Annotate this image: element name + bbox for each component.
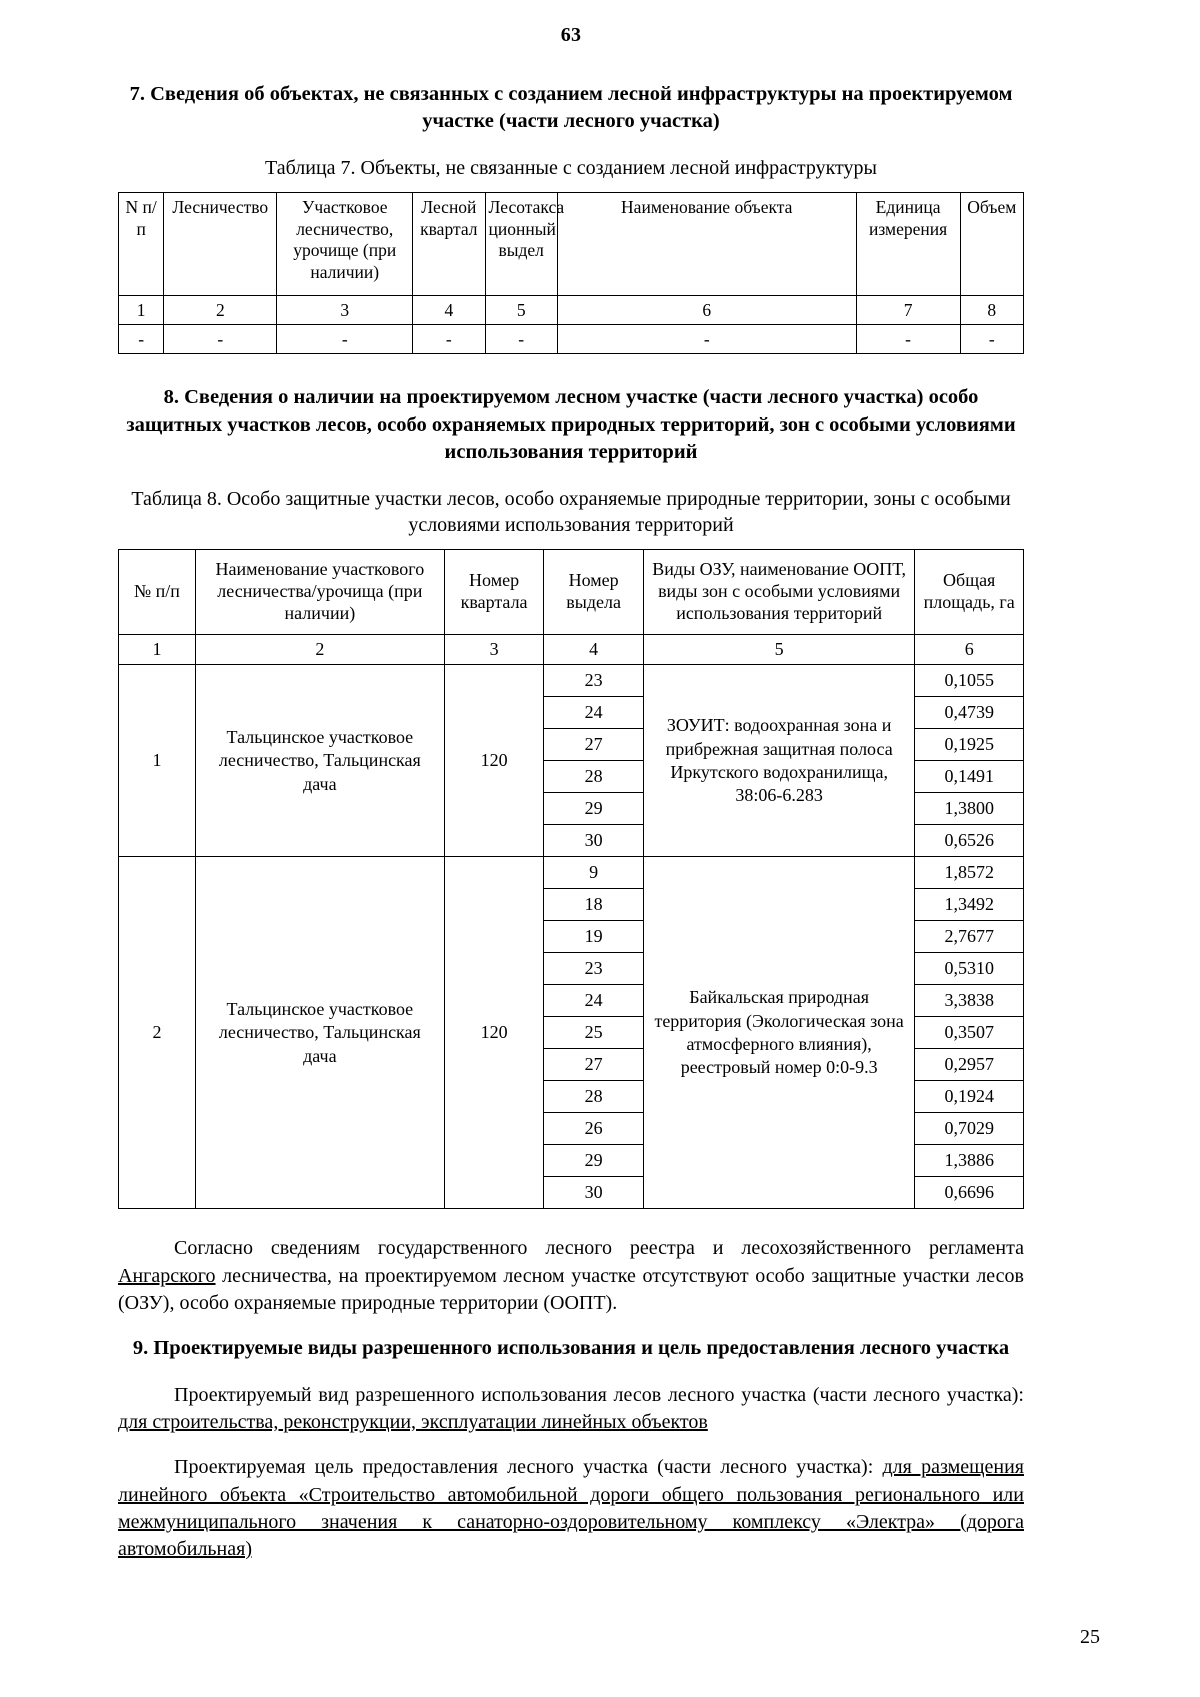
table-7-cell: - — [413, 325, 485, 354]
table-8-column-number-row — [119, 635, 1024, 665]
table-7-header-row — [119, 193, 1024, 296]
table-8-area-value: 1,3800 — [915, 793, 1024, 825]
table-8-caption: Таблица 8. Особо защитные участки лесов, особо охраняемые природные территории, зоны с особыми условиями использования территорий — [131, 487, 1011, 537]
table-8-header-cell: Номер квартала — [444, 550, 544, 635]
table-8-area-value: 2,7677 — [915, 921, 1024, 953]
table-8-header-cell: Номер выдела — [544, 550, 644, 635]
table-8-forestry-name: Тальцинское участковое лесничество, Тальцинская дача — [195, 665, 444, 857]
table-8-colnum: 5 — [643, 635, 915, 665]
table-8-vydel-number: 23 — [544, 665, 644, 697]
table-8-group-index: 1 — [119, 665, 196, 857]
table-8-vydel-number: 24 — [544, 697, 644, 729]
table-8-area-value: 3,3838 — [915, 985, 1024, 1017]
paragraph-underlined-term: Ангарского — [118, 1264, 216, 1287]
table-7 — [118, 192, 1024, 354]
paragraph-prefix: Согласно сведениям государственного лесного реестра и лесохозяйственного регламента — [174, 1237, 1024, 1260]
paragraph-prefix: Проектируемая цель предоставления лесного участка (части лесного участка): — [174, 1456, 883, 1479]
table-7-header-cell: Объем — [960, 193, 1023, 296]
table-8-vydel-number: 26 — [544, 1113, 644, 1145]
page-number-bottom: 25 — [1080, 1626, 1100, 1648]
table-7-header-cell: Лесничество — [164, 193, 277, 296]
table-7-header-cell: Лесотакса ционный выдел — [485, 193, 557, 296]
page-content — [118, 24, 1024, 1581]
table-8-area-value: 0,4739 — [915, 697, 1024, 729]
table-7-cell: - — [277, 325, 413, 354]
table-8-forestry-name: Тальцинское участковое лесничество, Тальцинская дача — [195, 857, 444, 1209]
table-8-vydel-number: 27 — [544, 1049, 644, 1081]
table-7-colnum: 8 — [960, 296, 1023, 325]
table-8-area-value: 1,8572 — [915, 857, 1024, 889]
table-8-header-cell: Виды ОЗУ, наименование ООПТ, виды зон с особыми условиями использования территорий — [643, 550, 915, 635]
table-7-header-cell: Единица измерения — [856, 193, 960, 296]
table-7-colnum: 1 — [119, 296, 164, 325]
paragraph-underlined-value: для размещения линейного объекта «Строительство автомобильной дороги общего пользования регионального или межмуниципального значения к санаторно-оздоровительному комплексу «Электра» (дорога автомобильная) — [118, 1456, 1025, 1560]
table-7-caption: Таблица 7. Объекты, не связанные с созданием лесной инфраструктуры — [265, 157, 877, 180]
table-8-group-index: 2 — [119, 857, 196, 1209]
table-8-kvartal-number: 120 — [444, 857, 544, 1209]
table-7-colnum: 2 — [164, 296, 277, 325]
table-8-vydel-number: 28 — [544, 1081, 644, 1113]
table-8-area-value: 0,1491 — [915, 761, 1024, 793]
table-8-zone-description: ЗОУИТ: водоохранная зона и прибрежная защитная полоса Иркутского водохранилища, 38:06-6.283 — [643, 665, 915, 857]
table-8-vydel-number: 18 — [544, 889, 644, 921]
section-8-paragraph — [118, 1235, 1024, 1317]
table-7-cell: - — [960, 325, 1023, 354]
table-7-cell: - — [856, 325, 960, 354]
table-8-vydel-number: 19 — [544, 921, 644, 953]
table-8-area-value: 1,3492 — [915, 889, 1024, 921]
table-7-colnum: 4 — [413, 296, 485, 325]
table-8-header-row — [119, 550, 1024, 635]
paragraph-underlined-value: для строительства, реконструкции, эксплуатации линейных объектов — [118, 1411, 708, 1434]
table-7-header-cell: Наименование объекта — [557, 193, 856, 296]
table-8-area-value: 1,3886 — [915, 1145, 1024, 1177]
table-8-area-value: 0,2957 — [915, 1049, 1024, 1081]
page-number-top: 63 — [560, 24, 582, 46]
section-7-heading: 7. Сведения об объектах, не связанных с созданием лесной инфраструктуры на проектируемом участке (части лесного участка) — [129, 83, 1013, 133]
table-8 — [118, 549, 1024, 1209]
table-8-area-value: 0,6696 — [915, 1177, 1024, 1209]
table-8-area-value: 0,7029 — [915, 1113, 1024, 1145]
table-8-vydel-number: 30 — [544, 825, 644, 857]
table-7-colnum: 5 — [485, 296, 557, 325]
table-7-cell: - — [485, 325, 557, 354]
table-7-colnum: 7 — [856, 296, 960, 325]
table-8-vydel-number: 30 — [544, 1177, 644, 1209]
table-8-vydel-number: 9 — [544, 857, 644, 889]
table-8-colnum: 4 — [544, 635, 644, 665]
table-8-vydel-number: 24 — [544, 985, 644, 1017]
table-8-colnum: 1 — [119, 635, 196, 665]
section-9-paragraph-2 — [118, 1454, 1024, 1563]
table-8-colnum: 6 — [915, 635, 1024, 665]
table-8-kvartal-number: 120 — [444, 665, 544, 857]
table-row — [119, 325, 1024, 354]
table-8-area-value: 0,6526 — [915, 825, 1024, 857]
table-row — [119, 665, 1024, 697]
section-8-heading: 8. Сведения о наличии на проектируемом лесном участке (части лесного участка) особо защитных участков лесов, особо охраняемых природных территорий, зон с особыми условиями использования территорий — [126, 386, 1016, 463]
table-8-area-value: 0,5310 — [915, 953, 1024, 985]
table-8-vydel-number: 25 — [544, 1017, 644, 1049]
table-8-vydel-number: 28 — [544, 761, 644, 793]
table-8-vydel-number: 29 — [544, 1145, 644, 1177]
table-7-header-cell: Участковое лесничество, урочище (при наличии) — [277, 193, 413, 296]
paragraph-suffix: лесничества, на проектируемом лесном участке отсутствуют особо защитные участки лесов (ОЗУ), особо охраняемые природные территории (ООПТ). — [118, 1264, 1024, 1314]
table-7-header-cell: N п/п — [119, 193, 164, 296]
table-7-header-cell: Лесной квартал — [413, 193, 485, 296]
table-8-vydel-number: 29 — [544, 793, 644, 825]
table-8-colnum: 3 — [444, 635, 544, 665]
table-7-colnum: 3 — [277, 296, 413, 325]
table-8-area-value: 0,3507 — [915, 1017, 1024, 1049]
table-8-area-value: 0,1924 — [915, 1081, 1024, 1113]
table-8-colnum: 2 — [195, 635, 444, 665]
table-8-header-cell: Наименование участкового лесничества/урочища (при наличии) — [195, 550, 444, 635]
table-8-header-cell: Общая площадь, га — [915, 550, 1024, 635]
table-7-column-number-row — [119, 296, 1024, 325]
table-8-zone-description: Байкальская природная территория (Экологическая зона атмосферного влияния), реестровый номер 0:0-9.3 — [643, 857, 915, 1209]
table-8-area-value: 0,1925 — [915, 729, 1024, 761]
table-7-cell: - — [119, 325, 164, 354]
table-7-cell: - — [164, 325, 277, 354]
section-9-paragraph-1 — [118, 1382, 1024, 1436]
table-7-cell: - — [557, 325, 856, 354]
section-9-heading: 9. Проектируемые виды разрешенного использования и цель предоставления лесного участка — [132, 1336, 1010, 1359]
table-8-header-cell: № п/п — [119, 550, 196, 635]
table-row — [119, 857, 1024, 889]
table-8-vydel-number: 23 — [544, 953, 644, 985]
table-8-vydel-number: 27 — [544, 729, 644, 761]
table-8-area-value: 0,1055 — [915, 665, 1024, 697]
table-7-colnum: 6 — [557, 296, 856, 325]
paragraph-prefix: Проектируемый вид разрешенного использования лесов лесного участка (части лесного участка): — [174, 1384, 1024, 1407]
